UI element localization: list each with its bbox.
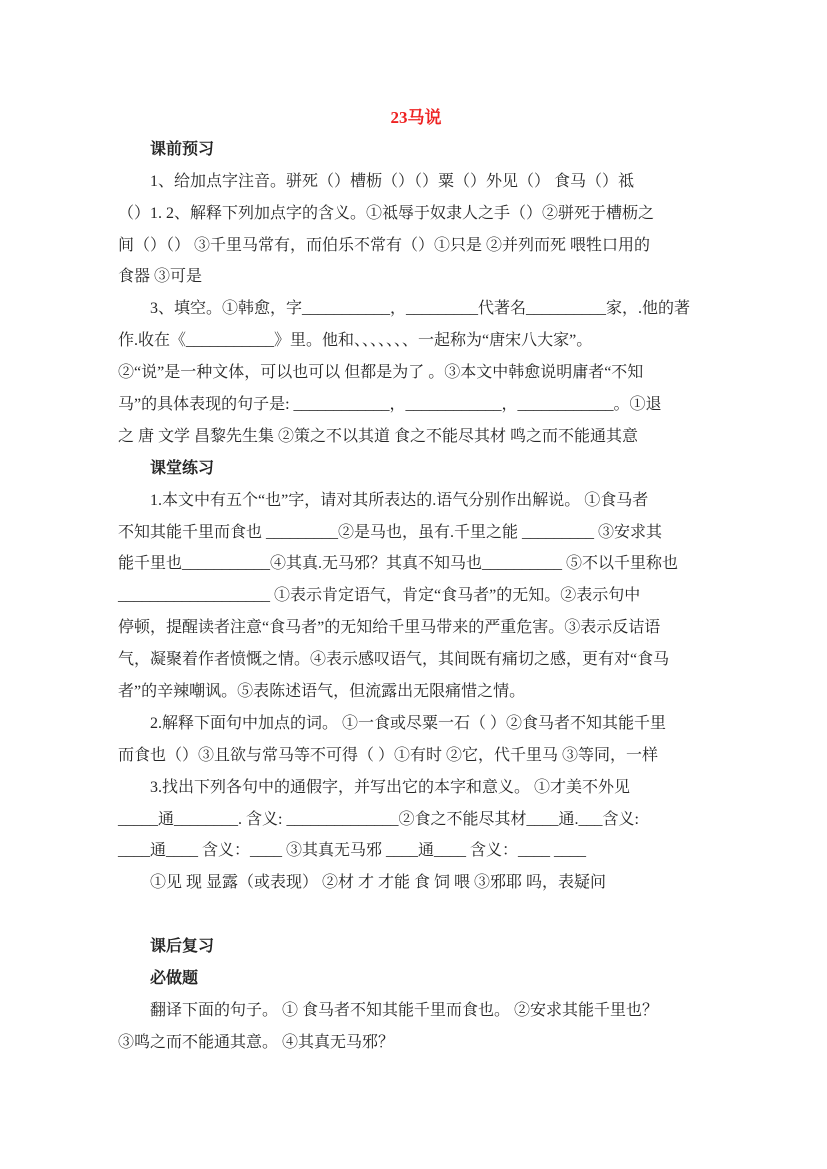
- text-line: 马”的具体表现的句子是: ____________，____________，____________。①退: [118, 396, 662, 414]
- section-heading: 课堂练习: [150, 459, 215, 477]
- document-title: 23马说: [390, 108, 442, 127]
- text-line: 不知其能千里而食也 _________②是马也，虽有.千里之能 _________ ③安求其: [118, 523, 663, 541]
- document-body: [118, 134, 714, 1059]
- text-line: _____通________. 含义: ______________②食之不能尽其材____通.___含义:: [118, 810, 639, 828]
- text-line: 1.本文中有五个“也”字，请对其所表达的.语气分别作出解说。 ①食马者: [150, 491, 649, 509]
- section-heading: 课前预习: [150, 140, 215, 158]
- text-line: 食器 ③可是: [118, 268, 203, 286]
- text-line: 3.找出下列各句中的通假字，并写出它的本字和意义。 ①才美不外见: [150, 778, 631, 796]
- section-heading: 课后复习: [150, 938, 215, 956]
- text-line: 3、填空。①韩愈，字___________，_________代著名__________家，.他的著: [150, 300, 691, 318]
- text-line: 而食也（）③且欲与常马等不可得（ ）①有时 ②它，代千里马 ③等同，一样: [118, 746, 659, 764]
- text-line: 作.收在《___________》里。他和、、、、、、、一起称为“唐宋八大家”。: [118, 332, 593, 350]
- text-line: 停顿，提醒读者注意“食马者”的无知给千里马带来的严重危害。③表示反诘语: [118, 619, 661, 637]
- text-line: ①见 现 显露（或表现） ②材 才 才能 食 饲 喂 ③邪耶 吗，表疑问: [150, 874, 607, 892]
- text-line: 之 唐 文学 昌黎先生集 ②策之不以其道 食之不能尽其材 鸣之而不能通其意: [118, 427, 639, 445]
- text-line: 间（）（） ③千里马常有，而伯乐不常有（）①只是 ②并列而死 喂牲口用的: [118, 236, 651, 254]
- text-line: 气，凝聚着作者愤慨之情。④表示感叹语气，其间既有痛切之感，更有对“食马: [118, 651, 670, 669]
- text-line: 能千里也___________④其真.无马邪？其真不知马也__________ ⑤不以千里称也: [118, 555, 679, 573]
- text-line: 1、给加点字注音。骈死（）槽枥（）（）粟（）外见（） 食马（）祗: [150, 172, 635, 190]
- text-line: （）1. 2、解释下列加点字的含义。①祗辱于奴隶人之手（）②骈死于槽枥之: [118, 204, 655, 222]
- text-line: 者”的辛辣嘲讽。⑤表陈述语气，但流露出无限痛惜之情。: [118, 683, 526, 701]
- text-line: 翻译下面的句子。 ① 食马者不知其能千里而食也。 ②安求其能千里也？: [150, 1001, 659, 1019]
- text-line: ③鸣之而不能通其意。 ④其真无马邪？: [118, 1033, 395, 1051]
- document-content: [118, 102, 714, 1059]
- blank-line: [118, 899, 714, 931]
- text-line: 2.解释下面句中加点的词。 ①一食或尽粟一石（ ）②食马者不知其能千里: [150, 714, 667, 732]
- text-line: ___________________ ①表示肯定语气，肯定“食马者”的无知。②表示句中: [118, 587, 641, 605]
- text-line: ____通____ 含义：____ ③其真无马邪 ____通____ 含义：____ ____: [118, 842, 587, 860]
- section-heading: 必做题: [150, 970, 199, 988]
- text-line: ②“说”是一种文体，可以也可以 但都是为了 。③本文中韩愈说明庸者“不知: [118, 364, 644, 382]
